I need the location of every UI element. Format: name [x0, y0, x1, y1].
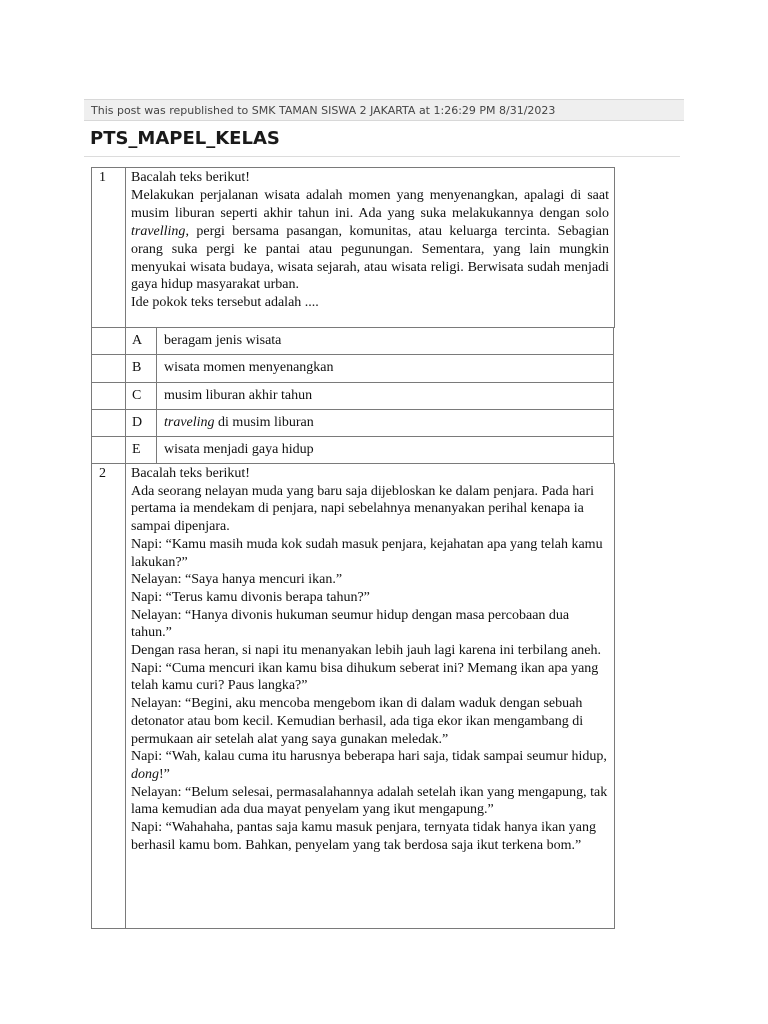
q1-option-d-letter: D	[125, 409, 157, 437]
q1-option-a-letter: A	[125, 327, 157, 355]
q1-option-d-blank	[91, 409, 126, 437]
q1-option-b[interactable]: wisata momen menyenangkan	[156, 354, 614, 383]
q1-question: Ide pokok teks tersebut adalah ....	[131, 295, 319, 311]
document-title: PTS_MAPEL_KELAS	[90, 128, 280, 149]
q2-intro: Bacalah teks berikut!	[131, 466, 250, 481]
q1-option-a-blank	[91, 327, 126, 355]
q2-line: Napi: “Terus kamu divonis berapa tahun?”	[131, 589, 370, 605]
q2-passage-cell	[125, 463, 615, 929]
q2-number: 2	[91, 463, 126, 929]
q1-option-e-blank	[91, 436, 126, 464]
q2-line: Nelayan: “Hanya divonis hukuman seumur hidup dengan masa percobaan dua tahun.”	[131, 607, 570, 641]
q1-passage-cell	[125, 167, 615, 328]
q1-option-d[interactable]: traveling di musim liburan	[156, 409, 614, 437]
q2-line: Nelayan: “Begini, aku mencoba mengebom ikan di dalam waduk dengan sebuah detonator atau bom kecil. Kemudian berhasil, ada tiga ekor ikan mengambang di permukaan air setelah alat yang saya gunakan meledak.”	[131, 696, 584, 747]
q1-option-b-blank	[91, 354, 126, 383]
q2-line: Napi: “Cuma mencuri ikan kamu bisa dihukum seberat ini? Memang ikan apa yang telah kamu curi? Paus langka?”	[131, 660, 599, 694]
q2-line: Napi: “Wah, kalau cuma itu harusnya beberapa hari saja, tidak sampai seumur hidup, dong!”	[131, 749, 607, 782]
q1-option-e-letter: E	[125, 436, 157, 464]
q2-line: Nelayan: “Belum selesai, permasalahannya adalah setelah ikan yang mengapung, tak lama kemudian ada dua mayat penyelam yang ikut mengapung.”	[131, 784, 608, 818]
q1-intro: Bacalah teks berikut!	[131, 170, 250, 185]
q1-option-e[interactable]: wisata menjadi gaya hidup	[156, 436, 614, 464]
q1-option-c[interactable]: musim liburan akhir tahun	[156, 382, 614, 410]
q1-option-a[interactable]: beragam jenis wisata	[156, 327, 614, 355]
q1-option-c-blank	[91, 382, 126, 410]
q2-line: Ada seorang nelayan muda yang baru saja dijebloskan ke dalam penjara. Pada hari pertama ia mendekam di penjara, napi sebelahnya menanyakan perihal kenapa ia sampai dipenjara.	[131, 483, 594, 535]
q1-option-c-letter: C	[125, 382, 157, 410]
q1-number: 1	[91, 167, 126, 328]
q2-line: Napi: “Wahahaha, pantas saja kamu masuk penjara, ternyata tidak hanya ikan yang berhasil kamu bom. Bahkan, penyelam yang tak berdosa saja ikut terkena bom.”	[131, 820, 596, 853]
q2-line: Nelayan: “Saya hanya mencuri ikan.”	[131, 572, 343, 588]
q2-line: Dengan rasa heran, si napi itu menanyakan lebih jauh lagi karena ini terbilang aneh.	[131, 643, 601, 659]
republish-notice: This post was republished to SMK TAMAN SISWA 2 JAKARTA at 1:26:29 PM 8/31/2023	[84, 99, 684, 121]
title-divider	[84, 156, 680, 157]
q2-line: Napi: “Kamu masih muda kok sudah masuk penjara, kejahatan apa yang telah kamu lakukan?”	[131, 536, 603, 570]
q1-option-b-letter: B	[125, 354, 157, 383]
q1-passage: Melakukan perjalanan wisata adalah momen yang menyenangkan, apalagi di saat musim liburan seperti akhir tahun ini. Ada yang suka melakukannya dengan solo travelling, pergi bersama pasangan, komunitas, atau keluarga tercinta. Sebagian orang suka pergi ke pantai atau pegunungan. Sementara, yang lain mungkin menyukai wisata budaya, wisata sejarah, atau wisata religi. Berwisata sudah menjadi gaya hidup masyarakat urban.	[131, 187, 609, 293]
